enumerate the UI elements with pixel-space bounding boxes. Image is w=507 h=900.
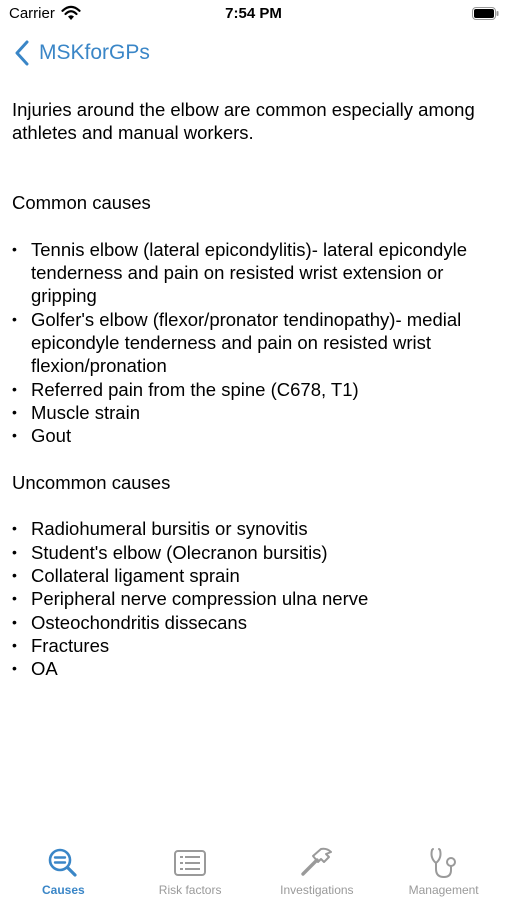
list-item: • Student's elbow (Olecranon bursitis) bbox=[12, 541, 328, 563]
intro-text: Injuries around the elbow are common especially among athletes and manual workers. bbox=[12, 99, 475, 144]
bullet-icon: • bbox=[12, 660, 17, 677]
carrier-label: Carrier bbox=[9, 5, 55, 22]
bullet-icon: • bbox=[12, 636, 17, 653]
list-item: • Fractures bbox=[12, 634, 110, 656]
bullet-icon: • bbox=[12, 613, 17, 630]
tab-investigations[interactable] bbox=[254, 840, 381, 900]
list-item: • Osteochondritis dissecans bbox=[12, 611, 247, 633]
bullet-icon: • bbox=[12, 520, 17, 537]
tab-causes[interactable] bbox=[0, 840, 127, 900]
list-item: • Gout bbox=[12, 425, 72, 447]
bullet-icon: • bbox=[12, 310, 17, 327]
status-bar bbox=[0, 0, 507, 28]
causes-content bbox=[12, 98, 497, 680]
uncommon-causes-list bbox=[12, 517, 497, 680]
list-item: • Golfer's elbow (flexor/pronator tendinopathy)- medial epicondyle tenderness and pain on resisted wrist flexion/pronation bbox=[12, 308, 462, 377]
stethoscope-icon bbox=[427, 846, 461, 880]
bullet-icon: • bbox=[12, 590, 17, 607]
bullet-icon: • bbox=[12, 403, 17, 420]
list-item: • Referred pain from the spine (C678, T1) bbox=[12, 378, 359, 400]
common-causes-heading: Common causes bbox=[12, 192, 151, 214]
tab-label: Management bbox=[408, 883, 479, 897]
tab-label: Investigations bbox=[280, 883, 354, 897]
tab-label: Causes bbox=[42, 883, 85, 897]
bullet-icon: • bbox=[12, 380, 17, 397]
chevron-left-icon bbox=[14, 40, 30, 66]
status-time: 7:54 PM bbox=[225, 5, 282, 22]
tab-management[interactable] bbox=[380, 840, 507, 900]
list-item: • Tennis elbow (lateral epicondylitis)- lateral epicondyle tenderness and pain on resisted wrist extension or gripping bbox=[12, 238, 467, 307]
list-item: • OA bbox=[12, 658, 58, 680]
back-button-label: MSKforGPs bbox=[39, 41, 150, 64]
list-item: • Radiohumeral bursitis or synovitis bbox=[12, 518, 308, 540]
list-icon bbox=[173, 846, 207, 880]
bullet-icon: • bbox=[12, 566, 17, 583]
magnifier-icon bbox=[46, 846, 80, 880]
common-causes-list bbox=[12, 238, 497, 448]
hammer-icon bbox=[300, 846, 334, 880]
uncommon-causes-heading: Uncommon causes bbox=[12, 471, 171, 493]
tab-bar bbox=[0, 840, 507, 900]
list-item: • Muscle strain bbox=[12, 401, 140, 423]
bullet-icon: • bbox=[12, 240, 17, 257]
tab-label: Risk factors bbox=[158, 883, 222, 897]
tab-risk-factors[interactable] bbox=[127, 840, 254, 900]
battery-icon bbox=[472, 7, 499, 20]
back-button[interactable] bbox=[14, 38, 150, 68]
bullet-icon: • bbox=[12, 543, 17, 560]
list-item: • Peripheral nerve compression ulna nerve bbox=[12, 588, 369, 610]
list-item: • Collateral ligament sprain bbox=[12, 564, 240, 586]
bullet-icon: • bbox=[12, 427, 17, 444]
